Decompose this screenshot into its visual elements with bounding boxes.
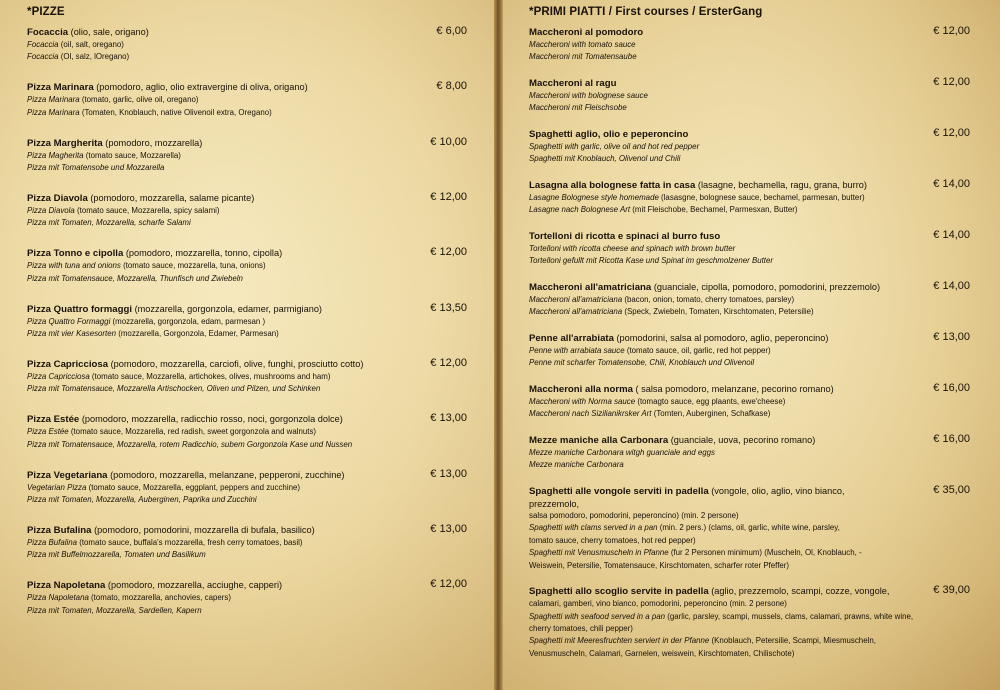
translation-name: Pizza Bufalina bbox=[27, 537, 78, 547]
menu-item-translation bbox=[27, 51, 477, 63]
menu-item-translation bbox=[529, 635, 970, 647]
translation-details: (tomato sauce, Mozzarella, red radish, sweet gorgonzola and walnuts) bbox=[68, 427, 317, 437]
menu-item-translation bbox=[529, 560, 970, 572]
translation-details: Weiswein, Petersilie, Tomatensauce, Kirschtomaten, scharfer roter Pfeffer) bbox=[529, 560, 790, 570]
menu-item-title-line bbox=[27, 26, 477, 39]
menu-item-price: € 35,00 bbox=[933, 484, 970, 496]
translation-name: Pizza with tuna and onions bbox=[27, 261, 121, 271]
menu-item-name: Tortelloni di ricotta e spinaci al burro fuso bbox=[529, 231, 721, 242]
menu-item-ingredients: (lasagne, bechamella, ragu, grana, burro) bbox=[695, 180, 867, 190]
translation-name: Maccheroni with tomato sauce bbox=[529, 40, 636, 49]
translation-name: Pizza mit Tomatensauce, Mozzarella, rotem Radicchio, subem Gorgonzola Kase und Nussen bbox=[27, 439, 353, 449]
menu-item-name: Maccheroni al ragu bbox=[529, 78, 617, 89]
menu-item-translation bbox=[529, 255, 970, 267]
menu-item-ingredients: (pomodoro, mozzarella) bbox=[102, 137, 203, 148]
menu-item-name: Pizza Estée bbox=[27, 414, 80, 426]
menu-item-translation bbox=[529, 192, 970, 204]
menu-item-name: Lasagna alla bolognese fatta in casa bbox=[529, 180, 696, 191]
menu-item-translation bbox=[529, 243, 970, 255]
menu-item-name: Mezze maniche alla Carbonara bbox=[529, 435, 669, 446]
menu-item-translation bbox=[529, 547, 970, 559]
menu-item-price: € 16,00 bbox=[933, 382, 970, 394]
menu-item-translation bbox=[529, 408, 970, 420]
pizze-list bbox=[27, 26, 477, 617]
menu-item-ingredients: (pomodoro, aglio, olio extravergine di oliva, origano) bbox=[93, 82, 308, 93]
menu-item-name: Pizza Capricciosa bbox=[27, 358, 109, 370]
menu-item-translation bbox=[27, 205, 477, 217]
menu-item-name: Focaccia bbox=[27, 27, 69, 38]
menu-item-name: Penne all'arrabiata bbox=[529, 333, 614, 344]
pizza-item bbox=[27, 469, 477, 507]
translation-details: (Speck, Zwiebeln, Tomaten, Kirschtomaten, Petersilie) bbox=[622, 307, 814, 317]
translation-name: Penne with arrabiata sauce bbox=[529, 346, 625, 355]
menu-item-translation bbox=[529, 648, 970, 660]
menu-item-translation bbox=[529, 102, 970, 114]
menu-item-ingredients: (pomodoro, mozzarella, carciofi, olive, funghi, prosciutto cotto) bbox=[108, 358, 364, 369]
menu-item-translation bbox=[529, 294, 970, 306]
menu-item-price: € 13,00 bbox=[430, 467, 467, 480]
menu-item-ingredients: (pomodoro, mozzarella, acciughe, capperi) bbox=[105, 580, 283, 591]
menu-item-title-line bbox=[27, 469, 477, 482]
menu-item-translation bbox=[529, 510, 970, 522]
menu-item-name: Spaghetti allo scoglio servite in padella bbox=[529, 586, 709, 598]
translation-name: Maccheroni all'amatriciana bbox=[529, 295, 623, 304]
translation-name: Pizza Capricciosa bbox=[27, 371, 90, 381]
primi-item bbox=[529, 485, 970, 572]
menu-item-translation bbox=[529, 153, 970, 165]
pizza-item bbox=[27, 137, 477, 175]
menu-item-translation bbox=[27, 107, 477, 119]
menu-item-name: Maccheroni all'amatriciana bbox=[529, 282, 652, 293]
translation-name: Tortelloni gefullt mit Ricotta Kase und Spinat im geschmolzener Butter bbox=[529, 256, 774, 266]
menu-item-title-line bbox=[27, 137, 477, 150]
translation-name: Penne mit scharfer Tomatensobe, Chili, Knoblauch und Olivenoil bbox=[529, 358, 755, 368]
translation-details: (garlic, parsley, scampi, mussels, clams, calamari, prawns, white wine, bbox=[665, 611, 914, 621]
menu-item-price: € 14,00 bbox=[933, 229, 970, 241]
primi-list bbox=[529, 26, 970, 660]
menu-item-translation bbox=[529, 623, 970, 635]
translation-name: Vegetarian Pizza bbox=[27, 482, 87, 492]
menu-item-ingredients: (pomodoro, mozzarella, tonno, cipolla) bbox=[123, 248, 283, 259]
translation-name: Spaghetti with seafood served in a pan bbox=[529, 611, 665, 621]
menu-item-title-line bbox=[529, 281, 970, 294]
menu-item-translation bbox=[27, 371, 477, 383]
menu-item-price: € 10,00 bbox=[430, 135, 467, 148]
translation-name: Pizza mit Tomatensobe und Mozzarella bbox=[27, 163, 165, 173]
menu-item-price: € 12,00 bbox=[933, 25, 970, 37]
menu-item-title-line bbox=[27, 358, 477, 371]
translation-details: (tomato, garlic, olive oil, oregano) bbox=[79, 95, 199, 105]
translation-name: Pizza mit Tomatensauce, Mozzarella, Thunfisch und Zwiebeln bbox=[27, 273, 243, 283]
translation-details: (fur 2 Personen minimum) (Muscheln, Ol, Knoblauch, - bbox=[668, 548, 862, 558]
translation-details: (tomato sauce, Mozzarella, artichokes, olives, mushrooms and ham) bbox=[89, 371, 331, 381]
menu-item-title-line bbox=[529, 485, 970, 510]
primi-item bbox=[529, 128, 970, 166]
primi-item bbox=[529, 230, 970, 268]
translation-name: Maccheroni with Norma sauce bbox=[529, 397, 636, 406]
translation-name: Pizza mit vier Kasesorten bbox=[27, 328, 117, 338]
menu-item-title-line bbox=[529, 332, 970, 345]
menu-item-translation bbox=[529, 51, 970, 63]
translation-details: (lasasgne, bolognese sauce, bechamel, parmesan, butter) bbox=[658, 193, 865, 202]
primi-item bbox=[529, 77, 970, 115]
menu-item-name: Pizza Diavola bbox=[27, 192, 88, 204]
pizza-item bbox=[27, 303, 477, 341]
menu-item-translation bbox=[27, 316, 477, 328]
menu-item-translation bbox=[27, 39, 477, 51]
menu-item-translation bbox=[529, 611, 970, 623]
translation-name: Pizza Marinara bbox=[27, 107, 80, 117]
menu-item-title-line bbox=[529, 26, 970, 39]
menu-item-price: € 12,00 bbox=[430, 190, 467, 203]
translation-details: (Knoblauch, Petersilie, Scampi, Miesmuscheln, bbox=[709, 636, 876, 646]
translation-details: cherry tomatoes, chili pepper) bbox=[529, 624, 633, 634]
pizza-item bbox=[27, 524, 477, 562]
menu-item-translation bbox=[27, 426, 477, 438]
menu-item-price: € 12,00 bbox=[430, 578, 467, 591]
menu-item-price: € 13,00 bbox=[430, 522, 467, 535]
menu-item-translation bbox=[27, 94, 477, 106]
translation-details: (Tomten, Auberginen, Schafkase) bbox=[651, 409, 771, 419]
book-spine bbox=[494, 0, 503, 690]
menu-item-price: € 13,00 bbox=[933, 331, 970, 343]
translation-name: Pizza Magherita bbox=[27, 150, 84, 160]
menu-item-translation bbox=[529, 598, 970, 610]
translation-name: Spaghetti with clams served in a pan bbox=[529, 523, 658, 533]
menu-item-title-line bbox=[529, 585, 970, 598]
menu-item-translation bbox=[529, 459, 970, 471]
menu-item-price: € 39,00 bbox=[933, 584, 970, 597]
translation-name: Pizza mit Tomaten, Mozzarella, Auberginen, Paprika und Zucchini bbox=[27, 494, 257, 504]
translation-name: Lasagne nach Bolognese Art bbox=[529, 205, 631, 215]
translation-details: (tomato sauce, mozzarella, tuna, onions) bbox=[120, 261, 266, 271]
menu-item-title-line bbox=[27, 579, 477, 592]
menu-item-name: Pizza Bufalina bbox=[27, 524, 92, 536]
translation-details: (tomato sauce, buffala's mozzarella, fresh cerry tomatoes, basil) bbox=[77, 537, 303, 547]
translation-details: (Ol, salz, lOregano) bbox=[58, 52, 130, 62]
translation-name: Pizza Napoletana bbox=[27, 593, 89, 603]
translation-name: Maccheroni mit Fleischsobe bbox=[529, 103, 627, 113]
primi-item bbox=[529, 383, 970, 421]
menu-item-name: Spaghetti alle vongole serviti in padella bbox=[529, 486, 709, 497]
translation-name: Maccheroni with bolognese sauce bbox=[529, 91, 648, 100]
menu-item-name: Pizza Margherita bbox=[27, 137, 103, 149]
menu-item-title-line bbox=[529, 230, 970, 243]
translation-name: Spaghetti mit Venusmuscheln in Pfanne bbox=[529, 548, 669, 558]
menu-item-name: Maccheroni al pomodoro bbox=[529, 27, 644, 38]
menu-item-ingredients: (guanciale, uova, pecorino romano) bbox=[668, 435, 816, 445]
translation-name: Pizza Marinara bbox=[27, 95, 80, 105]
menu-item-translation bbox=[27, 605, 477, 617]
translation-name: Pizza mit Buffelmozzarella, Tomaten und Basilikum bbox=[27, 550, 206, 560]
translation-details: (mit Fleischobe, Bechamel, Parmesxan, Butter) bbox=[630, 205, 798, 215]
menu-item-translation bbox=[27, 328, 477, 340]
menu-item-ingredients: (guanciale, cipolla, pomodoro, pomodorini, prezzemolo) bbox=[651, 282, 881, 292]
pizza-item bbox=[27, 247, 477, 285]
translation-name: Pizza mit Tomaten, Mozzarella, Sardellen, Kapern bbox=[27, 605, 202, 615]
pizze-page bbox=[0, 0, 497, 690]
menu-item-ingredients: (vongole, olio, aglio, vino bianco, prezzemolo, bbox=[529, 486, 845, 509]
primi-page bbox=[503, 0, 1000, 690]
primi-item bbox=[529, 585, 970, 660]
pizza-item bbox=[27, 26, 477, 64]
menu-item-translation bbox=[529, 535, 970, 547]
menu-item-name: Pizza Marinara bbox=[27, 82, 94, 94]
primi-item bbox=[529, 179, 970, 217]
translation-name: Maccheroni mit Tomatensaube bbox=[529, 52, 637, 62]
menu-item-name: Spaghetti aglio, olio e peperoncino bbox=[529, 129, 689, 140]
translation-details: tomato sauce, cherry tomatoes, hot red pepper) bbox=[529, 535, 696, 545]
menu-item-translation bbox=[27, 217, 477, 229]
menu-item-price: € 6,00 bbox=[436, 25, 467, 37]
primi-item bbox=[529, 281, 970, 319]
menu-item-translation bbox=[529, 396, 970, 408]
menu-item-title-line bbox=[27, 303, 477, 316]
translation-details: calamari, gamberi, vino bianco, pomodorini, peperoncino (min. 2 persone) bbox=[529, 599, 787, 609]
translation-details: (tomato, mozzarella, anchovies, capers) bbox=[88, 593, 231, 603]
primi-section-title: *PRIMI PIATTI / First courses / ErsterGang bbox=[529, 6, 763, 18]
menu-item-translation bbox=[529, 39, 970, 51]
translation-details: (Tomaten, Knoblauch, native Olivenoil extra, Oregano) bbox=[79, 107, 272, 117]
translation-details: salsa pomodoro, pomodorini, peperoncino) (min. 2 persone) bbox=[529, 511, 739, 520]
menu-item-ingredients: (pomodoro, mozzarella, radicchio rosso, noci, gorgonzola dolce) bbox=[79, 414, 343, 425]
menu-item-ingredients: (pomodoro, mozzarella, melanzane, pepperoni, zucchine) bbox=[107, 469, 345, 480]
translation-details: (tomato sauce, Mozzarella, spicy salami) bbox=[74, 205, 220, 215]
primi-item bbox=[529, 332, 970, 370]
menu-item-price: € 12,00 bbox=[430, 356, 467, 369]
translation-name: Pizza Quattro Formaggi bbox=[27, 316, 111, 326]
menu-item-translation bbox=[27, 482, 477, 494]
menu-item-translation bbox=[27, 494, 477, 506]
primi-item bbox=[529, 26, 970, 64]
menu-item-translation bbox=[529, 306, 970, 318]
translation-details: (tomagto sauce, egg plaants, ewe'cheese) bbox=[635, 397, 786, 406]
translation-name: Mezze maniche Carbonara witgh guanciale and eggs bbox=[529, 448, 715, 457]
menu-item-ingredients: ( salsa pomodoro, melanzane, pecorino romano) bbox=[632, 384, 834, 394]
translation-details: Venusmuscheln, Calamari, Garnelen, weiswein, Kirschtomaten, Chilischote) bbox=[529, 648, 795, 658]
menu-item-translation bbox=[529, 357, 970, 369]
pizza-item bbox=[27, 413, 477, 451]
translation-name: Focaccia bbox=[27, 40, 59, 49]
menu-item-ingredients: (aglio, prezzemolo, scampi, cozze, vongole, bbox=[708, 586, 890, 597]
translation-name: Pizza mit Tomaten, Mozzarella, scharfe Salami bbox=[27, 218, 191, 228]
menu-item-translation bbox=[27, 439, 477, 451]
menu-item-ingredients: (pomodoro, mozzarella, salame picante) bbox=[87, 192, 255, 203]
pizza-item bbox=[27, 81, 477, 119]
menu-item-translation bbox=[27, 260, 477, 272]
menu-item-ingredients: (pomodorini, salsa al pomodoro, aglio, peperoncino) bbox=[613, 333, 829, 343]
menu-item-title-line bbox=[27, 413, 477, 426]
menu-item-translation bbox=[529, 141, 970, 153]
menu-item-name: Maccheroni alla norma bbox=[529, 384, 633, 395]
menu-item-translation bbox=[27, 549, 477, 561]
translation-details: (tomato sauce, oil, garlic, red hot pepper) bbox=[624, 346, 771, 355]
menu-item-translation bbox=[529, 204, 970, 216]
menu-item-name: Pizza Napoletana bbox=[27, 580, 106, 592]
pizza-item bbox=[27, 579, 477, 617]
translation-details: (min. 2 pers.) (clams, oil, garlic, white wine, parsley, bbox=[657, 523, 840, 533]
menu-item-name: Pizza Vegetariana bbox=[27, 469, 108, 481]
menu-item-translation bbox=[27, 592, 477, 604]
menu-item-ingredients: (mozzarella, gorgonzola, edamer, parmigiano) bbox=[132, 303, 322, 314]
pizza-item bbox=[27, 192, 477, 230]
translation-details: (tomato sauce, Mozzarella, eggplant, peppers and zucchine) bbox=[86, 482, 300, 492]
menu-item-title-line bbox=[529, 383, 970, 396]
menu-item-title-line bbox=[27, 192, 477, 205]
menu-item-title-line bbox=[27, 247, 477, 260]
menu-item-translation bbox=[27, 537, 477, 549]
translation-name: Lasagne Bolognese style homemade bbox=[529, 193, 659, 202]
translation-name: Pizza Diavola bbox=[27, 205, 75, 215]
menu-item-price: € 12,00 bbox=[933, 76, 970, 88]
menu-item-translation bbox=[27, 383, 477, 395]
menu-item-translation bbox=[529, 90, 970, 102]
menu-item-translation bbox=[27, 150, 477, 162]
translation-details: (bacon, onion, tomato, cherry tomatoes, parsley) bbox=[622, 295, 795, 304]
menu-item-translation bbox=[27, 162, 477, 174]
translation-name: Spaghetti mit Knoblauch, Olivenol und Chili bbox=[529, 154, 681, 164]
menu-item-price: € 16,00 bbox=[933, 433, 970, 445]
menu-item-title-line bbox=[27, 81, 477, 94]
translation-name: Mezze maniche Carbonara bbox=[529, 460, 624, 470]
translation-name: Spaghetti with garlic, olive oil and hot red pepper bbox=[529, 142, 700, 151]
menu-item-title-line bbox=[27, 524, 477, 537]
translation-details: (oil, salt, oregano) bbox=[58, 40, 124, 49]
menu-item-name: Pizza Quattro formaggi bbox=[27, 303, 133, 315]
menu-item-translation bbox=[529, 345, 970, 357]
menu-item-price: € 14,00 bbox=[933, 280, 970, 292]
translation-name: Maccheroni nach Sizilianikrsker Art bbox=[529, 409, 652, 419]
translation-details: (mozzarella, gorgonzola, edam, parmesan ) bbox=[110, 316, 266, 326]
translation-details: (tomato sauce, Mozzarella) bbox=[83, 150, 181, 160]
menu-item-ingredients: (olio, sale, origano) bbox=[68, 27, 149, 37]
menu-item-title-line bbox=[529, 434, 970, 447]
translation-name: Focaccia bbox=[27, 52, 59, 62]
translation-name: Maccheroni all'amatriciana bbox=[529, 307, 623, 317]
pizze-section-title: *PIZZE bbox=[27, 6, 65, 18]
menu-item-price: € 14,00 bbox=[933, 178, 970, 190]
translation-details: (mozzarella, Gorgonzola, Edamer, Parmesan) bbox=[116, 328, 279, 338]
menu-item-title-line bbox=[529, 179, 970, 192]
menu-item-title-line bbox=[529, 77, 970, 90]
menu-item-translation bbox=[529, 522, 970, 534]
menu-item-price: € 12,00 bbox=[933, 127, 970, 139]
primi-item bbox=[529, 434, 970, 472]
translation-name: Pizza mit Tomatensauce, Mozzarella Artischocken, Oliven und Pilzen, und Schinken bbox=[27, 384, 321, 394]
menu-item-price: € 13,50 bbox=[430, 301, 467, 314]
menu-item-price: € 8,00 bbox=[436, 80, 467, 93]
pizza-item bbox=[27, 358, 477, 396]
menu-item-ingredients: (pomodoro, pomodorini, mozzarella di bufala, basilico) bbox=[91, 524, 315, 535]
translation-name: Tortelloni with ricotta cheese and spinach with brown butter bbox=[529, 244, 736, 253]
menu-item-name: Pizza Tonno e cipolla bbox=[27, 248, 124, 260]
menu-item-translation bbox=[27, 273, 477, 285]
translation-name: Spaghetti mit Meeresfruchten serviert in der Pfanne bbox=[529, 636, 710, 646]
menu-item-title-line bbox=[529, 128, 970, 141]
menu-item-price: € 12,00 bbox=[430, 246, 467, 259]
menu-item-price: € 13,00 bbox=[430, 412, 467, 425]
menu-item-translation bbox=[529, 447, 970, 459]
translation-name: Pizza Estée bbox=[27, 427, 69, 437]
